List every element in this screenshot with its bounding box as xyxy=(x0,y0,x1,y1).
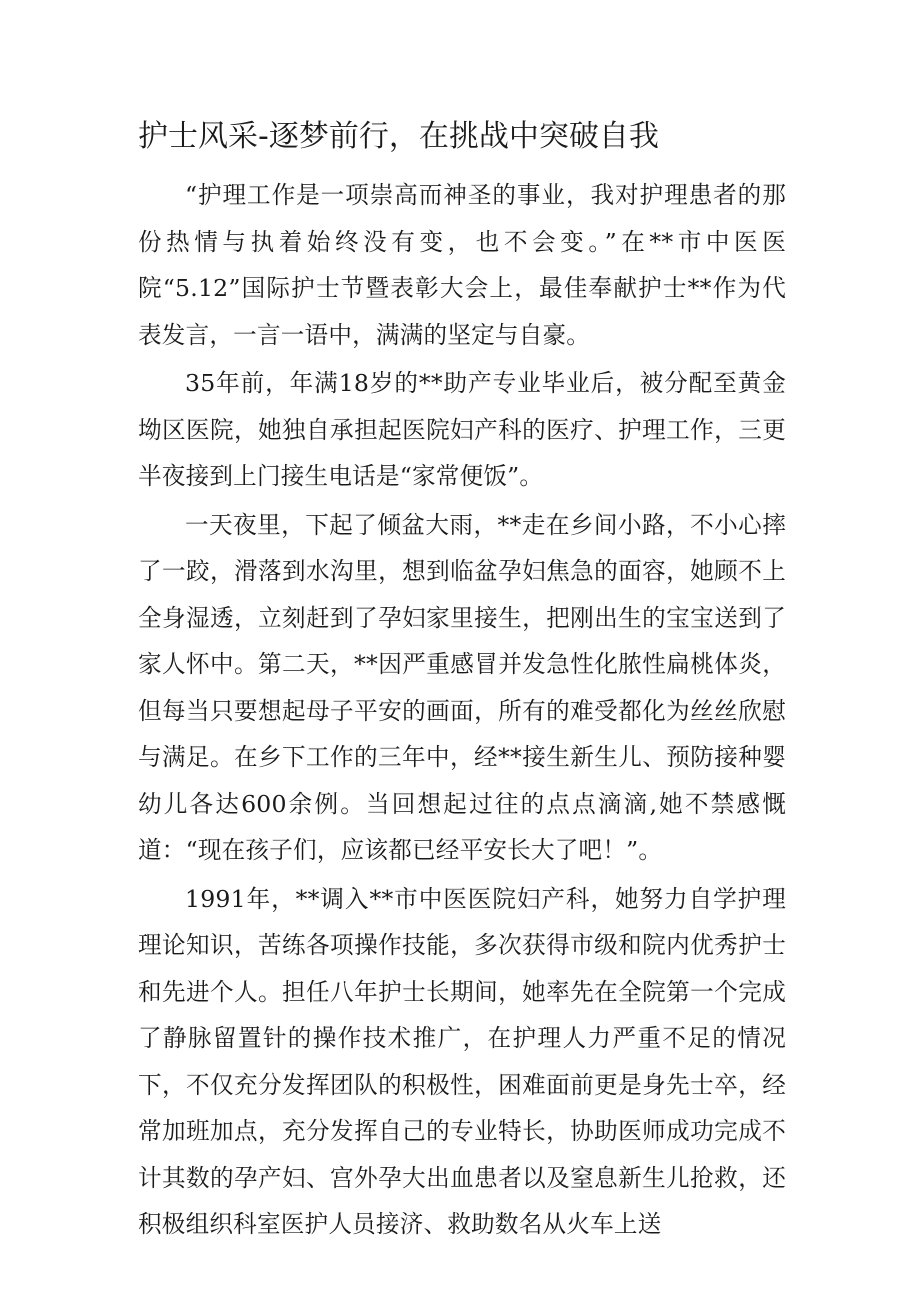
paragraph-hospital-career: 1991年，**调入**市中医医院妇产科，她努力自学护理理论知识，苦练各项操作技能，多次获得市级和院内优秀护士和先进个人。担任八年护士长期间，她率先在全院第一个完成了静脉留置针的操作技术推广，在护理人力严重不足的情况下，不仅充分发挥团队的积极性，困难面前更是身先士卒，经常加班加点，充分发挥自己的专业特长，协助医师成功完成不计其数的孕产妇、宫外孕大出血患者以及窒息新生儿抢救，还积极组织科室医护人员接济、救助数名从火车上送 xyxy=(138,884,786,1238)
paragraph-rainy-night: 一天夜里，下起了倾盆大雨，**走在乡间小路，不小心摔了一跤，滑落到水沟里，想到临盆孕妇焦急的面容，她顾不上全身湿透，立刻赶到了孕妇家里接生，把刚出生的宝宝送到了家人怀中。第二天，**因严重感冒并发急性化脓性扁桃体炎，但每当只要想起母子平安的画面，所有的难受都化为丝丝欣慰与满足。在乡下工作的三年中，经**接生新生儿、预防接种婴幼儿各达600余例。当回想起过往的点点滴滴,她不禁感慨道：“现在孩子们，应该都已经平安长大了吧！”。 xyxy=(138,510,786,864)
paragraph-quote-opening: “护理工作是一项崇高而神圣的事业，我对护理患者的那份热情与执着始终没有变，也不会变。”在**市中医医院“5.12”国际护士节暨表彰大会上，最佳奉献护士**作为代表发言，一言一语中，满满的坚定与自豪。 xyxy=(138,181,786,349)
paragraph-early-career: 35年前，年满18岁的**助产专业毕业后，被分配至黄金坳区医院，她独自承担起医院妇产科的医疗、护理工作，三更半夜接到上门接生电话是“家常便饭”。 xyxy=(138,369,786,490)
document-body xyxy=(138,172,786,1250)
document-title: 护士风采-逐梦前行，在挑战中突破自我 xyxy=(138,119,659,154)
